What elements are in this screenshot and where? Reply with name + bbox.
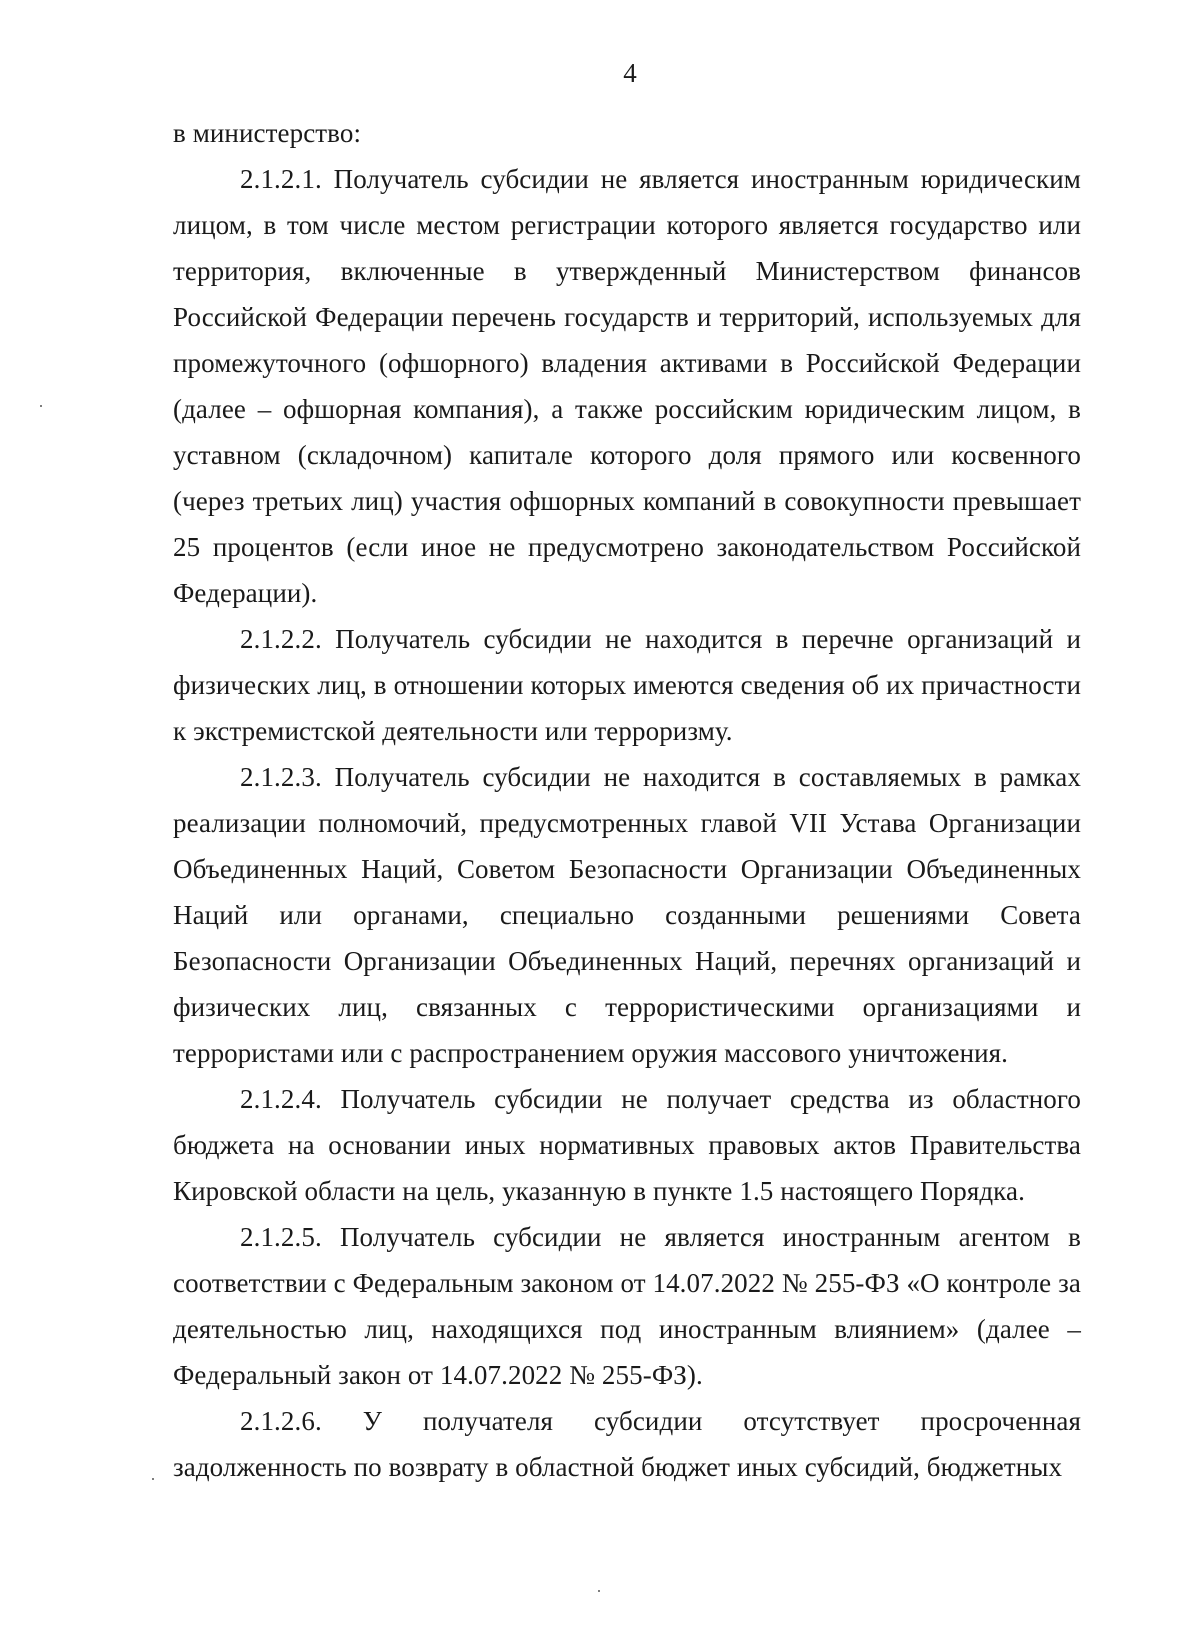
paragraph-2-1-2-1: 2.1.2.1. Получатель субсидии не является иностранным юридическим лицом, в том числе местом регистрации которого является государство или территория, включенные в утвержденный Министерством финансов Российской Федерации перечень государств и территорий, используемых для промежуточного (офшорного) владения активами в Российской Федерации (далее – офшорная компания), а также российским юридическим лицом, в уставном (складочном) капитале которого доля прямого или косвенного (через третьих лиц) участия офшорных компаний в совокупности превышает 25 процентов (если иное не предусмотрено законодательством Российской Федерации).: [173, 164, 1081, 608]
paragraph-2-1-2-4: 2.1.2.4. Получатель субсидии не получает средства из областного бюджета на основании иных нормативных правовых актов Правительства Кировской области на цель, указанную в пункте 1.5 настоящего Порядка.: [173, 1084, 1081, 1206]
scan-speck: [598, 1590, 600, 1592]
scan-speck: [152, 1478, 154, 1480]
paragraph-2-1-2-6: 2.1.2.6. У получателя субсидии отсутствует просроченная задолженность по возврату в областной бюджет иных субсидий, бюджетных: [173, 1406, 1081, 1482]
page-number: 4: [623, 58, 637, 88]
lead-text: в министерство:: [173, 118, 362, 148]
paragraph-2-1-2-3: 2.1.2.3. Получатель субсидии не находится в составляемых в рамках реализации полномочий, предусмотренных главой VII Устава Организации Объединенных Наций, Советом Безопасности Организации Объединенных Наций или органами, специально созданными решениями Совета Безопасности Организации Объединенных Наций, перечнях организаций и физических лиц, связанных с террористическими организациями и террористами или с распространением оружия массового уничтожения.: [173, 762, 1081, 1068]
paragraph-2-1-2-2: 2.1.2.2. Получатель субсидии не находится в перечне организаций и физических лиц, в отношении которых имеются сведения об их причастности к экстремистской деятельности или терроризму.: [173, 624, 1081, 746]
paragraph-2-1-2-5: 2.1.2.5. Получатель субсидии не является иностранным агентом в соответствии с Федеральным законом от 14.07.2022 № 255-ФЗ «О контроле за деятельностью лиц, находящихся под иностранным влиянием» (далее – Федеральный закон от 14.07.2022 № 255-ФЗ).: [173, 1222, 1081, 1390]
document-body: [173, 110, 1081, 1490]
scan-speck: [40, 405, 42, 407]
